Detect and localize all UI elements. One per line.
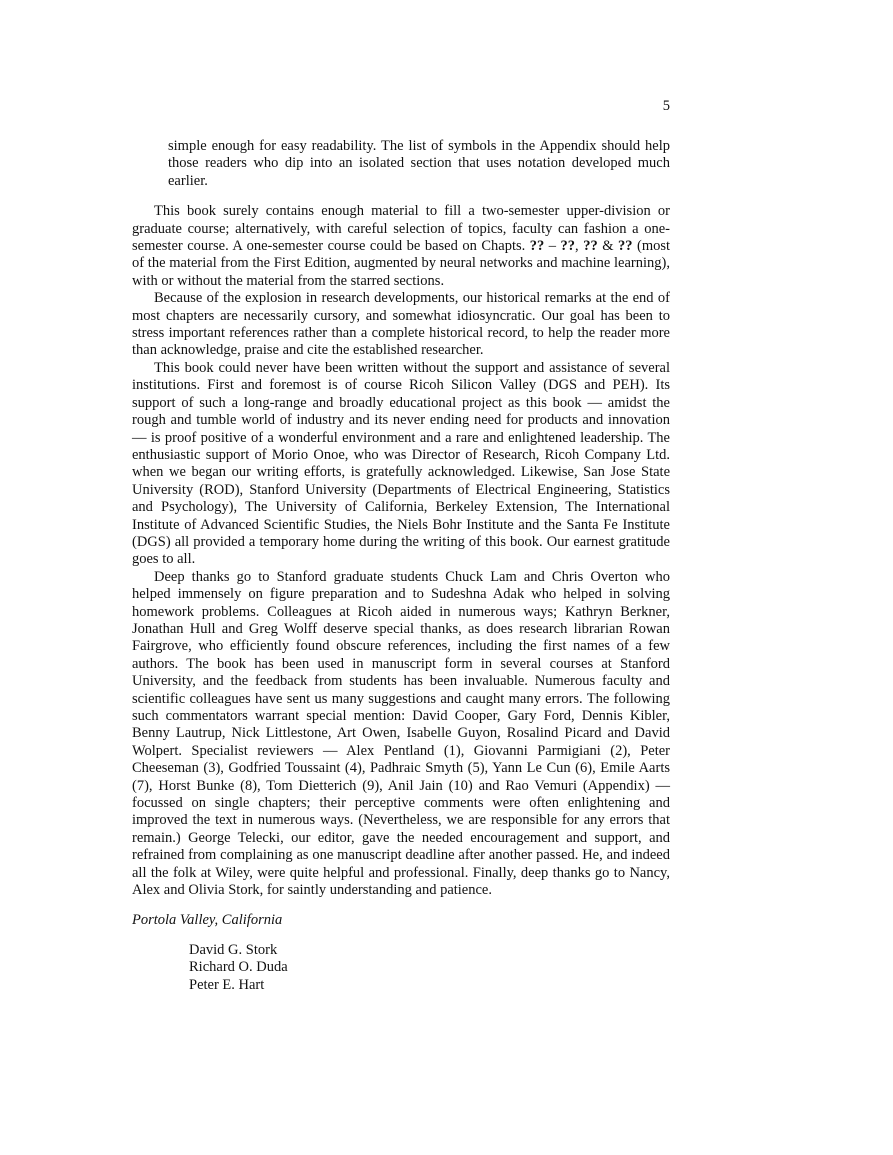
- reference-separator: &: [597, 238, 618, 255]
- reference-separator: ,: [575, 238, 584, 255]
- author-name: Peter E. Hart: [189, 976, 265, 993]
- author-name: Richard O. Duda: [189, 959, 288, 976]
- paragraph-institutions: This book could never have been written without the support and assistance of several institutions. First and foremost is of course Ricoh Silicon Valley (DGS and PEH). Its support of such a long-range and broadly educational project as this book — amidst the rough and tumble world of industry and its never ending need for products and innovation — is proof positive of a wonderful environment and a rare and enlightened leadership. The enthusiastic support of Morio Onoe, who was Director of Research, Ricoh Company Ltd. when we began our writing efforts, is gratefully acknowledged. Likewise, San Jose State University (ROD), Stanford University (Departments of Electrical Engineering, Statistics and Psychology), The University of California, Berkeley Extension, The International Institute of Advanced Scientific Studies, the Niels Bohr Institute and the Santa Fe Institute (DGS) all provided a temporary home during the writing of this book. Our earnest gratitude goes to all.: [132, 359, 670, 568]
- chapter-reference: ??: [560, 238, 576, 255]
- paragraph-acknowledgments: Deep thanks go to Stanford graduate students Chuck Lam and Chris Overton who helped immensely on figure preparation and to Sudeshna Adak who helped in solving homework problems. Colleagues at Ricoh aided in numerous ways; Kathryn Berkner, Jonathan Hull and Greg Wolff deserve special thanks, as does research librarian Rowan Fairgrove, who efficiently found obscure references, including the first names of a few authors. The book has been used in manuscript form in several courses at Stanford University, and the feedback from students has been invaluable. Numerous faculty and scientific colleagues have sent us many suggestions and caught many errors. The following such commentators warrant special mention: David Cooper, Gary Ford, Dennis Kibler, Benny Lautrup, Nick Littlestone, Art Owen, Isabelle Guyon, Rosalind Picard and David Wolpert. Specialist reviewers — Alex Pentland (1), Giovanni Parmigiani (2), Peter Cheeseman (3), Godfried Toussaint (4), Padhraic Smyth (5), Yann Le Cun (6), Emile Aarts (7), Horst Bunke (8), Tom Dietterich (9), Anil Jain (10) and Rao Vemuri (Appendix) — focussed on single chapters; their perceptive comments were often enlightening and improved the text in numerous ways. (Nevertheless, we are responsible for any errors that remain.) George Telecki, our editor, gave the needed encouragement and support, and refrained from complaining as one manuscript deadline after another passed. He, and indeed all the folk at Wiley, were quite helpful and professional. Finally, deep thanks go to Nancy, Alex and Olivia Stork, for saintly understanding and patience.: [132, 568, 670, 899]
- reference-separator: –: [544, 238, 561, 255]
- continued-paragraph: simple enough for easy readability. The list of symbols in the Appendix should help those readers who dip into an isolated section that uses notation developed much earlier.: [168, 138, 670, 189]
- author-name: David G. Stork: [189, 941, 278, 958]
- chapter-reference: ??: [617, 238, 633, 255]
- chapter-reference: ??: [583, 238, 598, 255]
- paragraph-course-use-text-1: This book surely contains enough material to fill a two-semester upper-division or graduate course; alternatively, with careful selection of topics, faculty can fashion a one-semester course. A one-semester course could be based on Chapts.: [132, 203, 670, 255]
- author-list: [189, 942, 670, 994]
- chapter-reference: ??: [529, 238, 545, 255]
- paragraph-historical-remarks: Because of the explosion in research developments, our historical remarks at the end of most chapters are necessarily cursory, and somewhat idiosyncratic. Our goal has been to stress important references rather than a complete historical record, to help the reader more than acknowledge, praise and cite the established researcher.: [132, 290, 670, 359]
- text-column: [132, 138, 670, 994]
- page-number: 5: [662, 98, 670, 114]
- paragraph-course-use-text-2: (most of the material from the First Edition, augmented by neural networks and machine learning), with or without the material from the starred sections.: [132, 238, 671, 289]
- place-line: Portola Valley, California: [132, 912, 283, 929]
- paragraph-course-use: [132, 203, 670, 290]
